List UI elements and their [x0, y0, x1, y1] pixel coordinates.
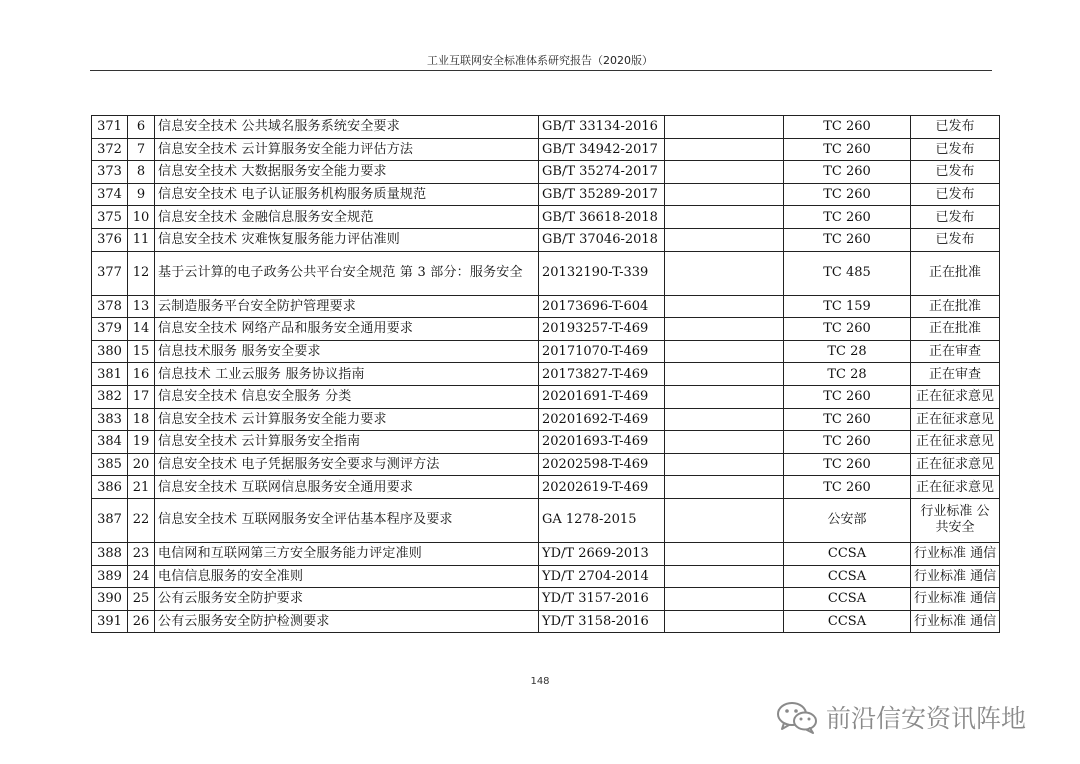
- standards-table: [91, 115, 1000, 633]
- cell-status: 正在征求意见: [911, 408, 1000, 431]
- cell-organization: CCSA: [784, 588, 911, 611]
- cell-number: 371: [92, 116, 128, 139]
- cell-standard-name: 信息技术服务 服务安全要求: [155, 340, 539, 363]
- cell-organization: TC 260: [784, 318, 911, 341]
- cell-organization: 公安部: [784, 498, 911, 542]
- cell-number: 391: [92, 610, 128, 633]
- table-row: [92, 116, 1000, 139]
- cell-standard-name: 电信网和互联网第三方安全服务能力评定准则: [155, 542, 539, 565]
- cell-extra: [665, 542, 784, 565]
- cell-number: 373: [92, 161, 128, 184]
- cell-number: 385: [92, 453, 128, 476]
- watermark: [776, 697, 1026, 737]
- cell-standard-name: 信息安全技术 网络产品和服务安全通用要求: [155, 318, 539, 341]
- cell-extra: [665, 116, 784, 139]
- cell-number: 381: [92, 363, 128, 386]
- cell-extra: [665, 476, 784, 499]
- cell-standard-code: YD/T 2669-2013: [539, 542, 665, 565]
- cell-sub-number: 24: [128, 565, 155, 588]
- table-row: [92, 498, 1000, 542]
- cell-status: 行业标准 通信: [911, 588, 1000, 611]
- cell-standard-name: 信息安全技术 灾难恢复服务能力评估准则: [155, 228, 539, 251]
- cell-sub-number: 19: [128, 431, 155, 454]
- cell-number: 383: [92, 408, 128, 431]
- cell-number: 372: [92, 138, 128, 161]
- cell-status: 正在批准: [911, 251, 1000, 295]
- cell-standard-code: GB/T 37046-2018: [539, 228, 665, 251]
- table-row: [92, 206, 1000, 229]
- cell-status: 正在征求意见: [911, 385, 1000, 408]
- cell-number: 379: [92, 318, 128, 341]
- cell-organization: TC 260: [784, 385, 911, 408]
- report-header-title: 工业互联网安全标准体系研究报告（2020版）: [427, 54, 653, 67]
- cell-extra: [665, 183, 784, 206]
- table-row: [92, 542, 1000, 565]
- cell-standard-name: 信息安全技术 云计算服务安全指南: [155, 431, 539, 454]
- cell-number: 374: [92, 183, 128, 206]
- cell-sub-number: 16: [128, 363, 155, 386]
- wechat-icon: [776, 700, 818, 734]
- cell-extra: [665, 161, 784, 184]
- cell-number: 384: [92, 431, 128, 454]
- cell-standard-code: 20171070-T-469: [539, 340, 665, 363]
- cell-status: 已发布: [911, 183, 1000, 206]
- cell-organization: TC 260: [784, 161, 911, 184]
- cell-organization: TC 260: [784, 206, 911, 229]
- cell-sub-number: 23: [128, 542, 155, 565]
- cell-number: 376: [92, 228, 128, 251]
- cell-number: 387: [92, 498, 128, 542]
- cell-standard-code: 20201693-T-469: [539, 431, 665, 454]
- cell-extra: [665, 588, 784, 611]
- cell-standard-name: 信息安全技术 信息安全服务 分类: [155, 385, 539, 408]
- cell-standard-code: GB/T 33134-2016: [539, 116, 665, 139]
- cell-extra: [665, 408, 784, 431]
- cell-status: 行业标准 公共安全: [911, 498, 1000, 542]
- cell-organization: TC 260: [784, 183, 911, 206]
- cell-extra: [665, 138, 784, 161]
- cell-number: 377: [92, 251, 128, 295]
- cell-organization: TC 260: [784, 476, 911, 499]
- cell-standard-code: 20173827-T-469: [539, 363, 665, 386]
- cell-organization: TC 260: [784, 228, 911, 251]
- cell-sub-number: 18: [128, 408, 155, 431]
- cell-standard-name: 信息技术 工业云服务 服务协议指南: [155, 363, 539, 386]
- table-row: [92, 138, 1000, 161]
- cell-standard-code: 20202598-T-469: [539, 453, 665, 476]
- cell-status: 正在征求意见: [911, 431, 1000, 454]
- cell-extra: [665, 565, 784, 588]
- table-row: [92, 453, 1000, 476]
- cell-sub-number: 20: [128, 453, 155, 476]
- cell-extra: [665, 340, 784, 363]
- table-row: [92, 385, 1000, 408]
- cell-standard-name: 公有云服务安全防护检测要求: [155, 610, 539, 633]
- cell-number: 380: [92, 340, 128, 363]
- cell-sub-number: 22: [128, 498, 155, 542]
- cell-status: 正在审查: [911, 363, 1000, 386]
- page-number: 148: [530, 676, 550, 687]
- cell-extra: [665, 363, 784, 386]
- cell-status: 正在批准: [911, 318, 1000, 341]
- cell-standard-code: 20201691-T-469: [539, 385, 665, 408]
- cell-organization: CCSA: [784, 565, 911, 588]
- cell-number: 375: [92, 206, 128, 229]
- cell-organization: TC 485: [784, 251, 911, 295]
- cell-status: 正在审查: [911, 340, 1000, 363]
- cell-standard-code: 20202619-T-469: [539, 476, 665, 499]
- cell-organization: TC 260: [784, 453, 911, 476]
- cell-number: 388: [92, 542, 128, 565]
- cell-sub-number: 21: [128, 476, 155, 499]
- cell-number: 378: [92, 295, 128, 318]
- cell-sub-number: 11: [128, 228, 155, 251]
- cell-organization: CCSA: [784, 610, 911, 633]
- table-row: [92, 363, 1000, 386]
- cell-sub-number: 10: [128, 206, 155, 229]
- header-divider: [90, 70, 992, 71]
- cell-extra: [665, 431, 784, 454]
- cell-standard-code: GB/T 35274-2017: [539, 161, 665, 184]
- cell-organization: TC 159: [784, 295, 911, 318]
- cell-standard-name: 电信信息服务的安全准则: [155, 565, 539, 588]
- cell-sub-number: 15: [128, 340, 155, 363]
- table-row: [92, 408, 1000, 431]
- cell-status: 行业标准 通信: [911, 610, 1000, 633]
- cell-organization: TC 260: [784, 138, 911, 161]
- cell-extra: [665, 206, 784, 229]
- cell-status: 已发布: [911, 116, 1000, 139]
- cell-sub-number: 12: [128, 251, 155, 295]
- cell-status: 正在征求意见: [911, 476, 1000, 499]
- cell-status: 正在批准: [911, 295, 1000, 318]
- cell-extra: [665, 318, 784, 341]
- cell-standard-name: 信息安全技术 电子凭据服务安全要求与测评方法: [155, 453, 539, 476]
- cell-standard-code: YD/T 2704-2014: [539, 565, 665, 588]
- cell-status: 正在征求意见: [911, 453, 1000, 476]
- cell-standard-code: YD/T 3157-2016: [539, 588, 665, 611]
- cell-standard-name: 云制造服务平台安全防护管理要求: [155, 295, 539, 318]
- cell-standard-code: 20132190-T-339: [539, 251, 665, 295]
- cell-standard-name: 信息安全技术 电子认证服务机构服务质量规范: [155, 183, 539, 206]
- cell-number: 382: [92, 385, 128, 408]
- cell-standard-code: GB/T 36618-2018: [539, 206, 665, 229]
- table-row: [92, 318, 1000, 341]
- cell-sub-number: 13: [128, 295, 155, 318]
- cell-status: 已发布: [911, 228, 1000, 251]
- table-row: [92, 431, 1000, 454]
- cell-status: 已发布: [911, 138, 1000, 161]
- cell-extra: [665, 498, 784, 542]
- cell-sub-number: 25: [128, 588, 155, 611]
- watermark-text: 前沿信安资讯阵地: [826, 704, 1027, 733]
- table-row: [92, 340, 1000, 363]
- table-row: [92, 251, 1000, 295]
- cell-sub-number: 9: [128, 183, 155, 206]
- cell-extra: [665, 385, 784, 408]
- cell-organization: TC 28: [784, 340, 911, 363]
- table-row: [92, 183, 1000, 206]
- cell-extra: [665, 295, 784, 318]
- cell-extra: [665, 453, 784, 476]
- cell-organization: CCSA: [784, 542, 911, 565]
- cell-standard-name: 信息安全技术 云计算服务安全能力评估方法: [155, 138, 539, 161]
- cell-organization: TC 260: [784, 408, 911, 431]
- cell-sub-number: 6: [128, 116, 155, 139]
- cell-sub-number: 7: [128, 138, 155, 161]
- cell-sub-number: 8: [128, 161, 155, 184]
- table-row: [92, 565, 1000, 588]
- cell-status: 行业标准 通信: [911, 542, 1000, 565]
- table-row: [92, 295, 1000, 318]
- cell-standard-code: YD/T 3158-2016: [539, 610, 665, 633]
- table-row: [92, 476, 1000, 499]
- cell-standard-code: 20173696-T-604: [539, 295, 665, 318]
- cell-number: 390: [92, 588, 128, 611]
- table-row: [92, 610, 1000, 633]
- cell-extra: [665, 251, 784, 295]
- cell-standard-name: 信息安全技术 云计算服务安全能力要求: [155, 408, 539, 431]
- cell-number: 389: [92, 565, 128, 588]
- cell-standard-code: GB/T 34942-2017: [539, 138, 665, 161]
- cell-standard-code: GB/T 35289-2017: [539, 183, 665, 206]
- cell-standard-code: GA 1278-2015: [539, 498, 665, 542]
- cell-standard-name: 信息安全技术 互联网服务安全评估基本程序及要求: [155, 498, 539, 542]
- cell-sub-number: 17: [128, 385, 155, 408]
- cell-status: 已发布: [911, 161, 1000, 184]
- cell-organization: TC 260: [784, 116, 911, 139]
- cell-extra: [665, 610, 784, 633]
- cell-standard-name: 信息安全技术 大数据服务安全能力要求: [155, 161, 539, 184]
- cell-extra: [665, 228, 784, 251]
- cell-standard-name: 信息安全技术 互联网信息服务安全通用要求: [155, 476, 539, 499]
- table-row: [92, 588, 1000, 611]
- cell-standard-code: 20201692-T-469: [539, 408, 665, 431]
- cell-status: 行业标准 通信: [911, 565, 1000, 588]
- cell-standard-name: 信息安全技术 金融信息服务安全规范: [155, 206, 539, 229]
- cell-standard-name: 基于云计算的电子政务公共平台安全规范 第 3 部分：服务安全: [155, 251, 539, 295]
- cell-sub-number: 14: [128, 318, 155, 341]
- table-row: [92, 161, 1000, 184]
- cell-status: 已发布: [911, 206, 1000, 229]
- cell-number: 386: [92, 476, 128, 499]
- cell-sub-number: 26: [128, 610, 155, 633]
- cell-organization: TC 260: [784, 431, 911, 454]
- cell-standard-code: 20193257-T-469: [539, 318, 665, 341]
- table-row: [92, 228, 1000, 251]
- cell-organization: TC 28: [784, 363, 911, 386]
- cell-standard-name: 公有云服务安全防护要求: [155, 588, 539, 611]
- cell-standard-name: 信息安全技术 公共域名服务系统安全要求: [155, 116, 539, 139]
